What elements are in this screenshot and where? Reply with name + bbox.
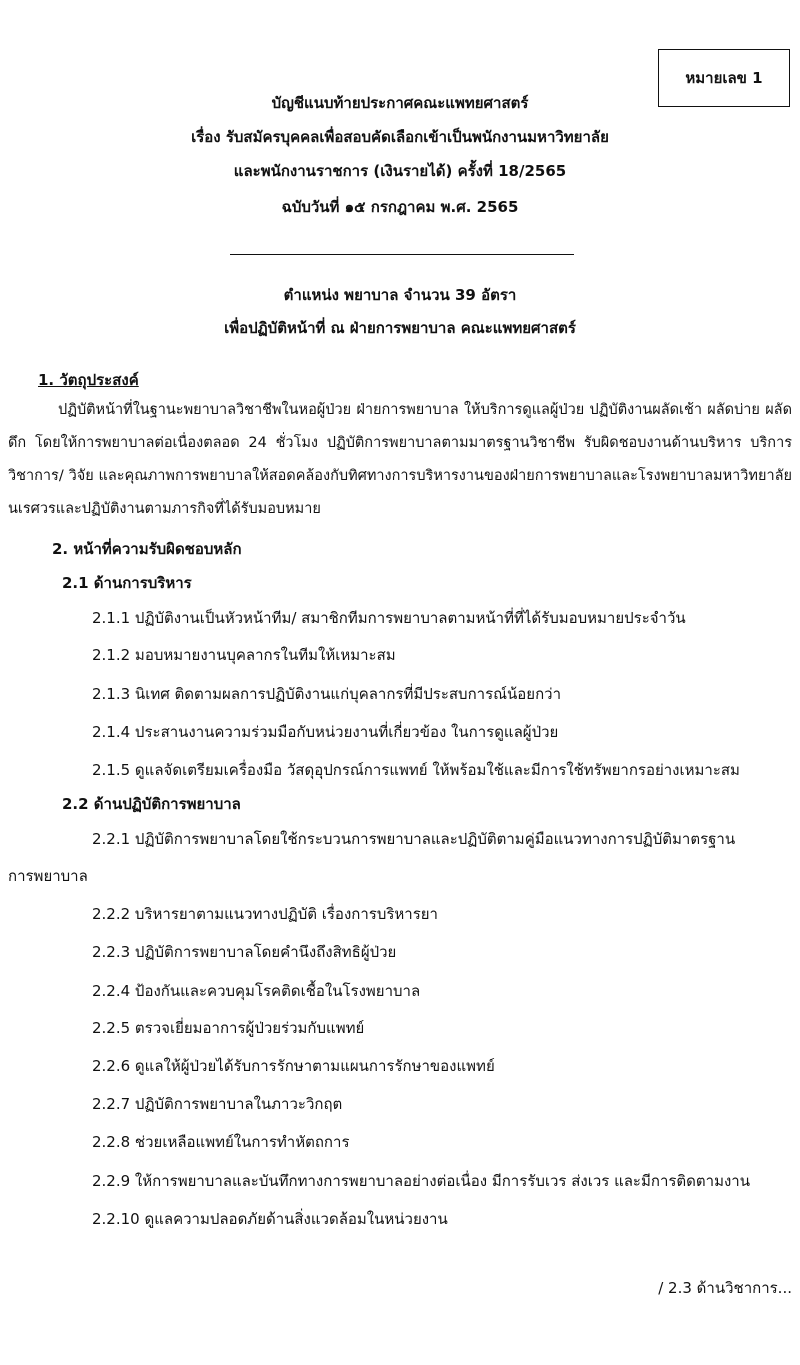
header-title: บัญชีแนบท้ายประกาศคณะแพทยศาสตร์ (271, 94, 529, 112)
subsection-2-2-heading: 2.2 ด้านปฏิบัติการพยาบาล (62, 795, 241, 813)
header-divider (230, 254, 574, 255)
list-item-2-2-1: 2.2.1 ปฏิบัติการพยาบาลโดยใช้กระบวนการพยาบาลและปฏิบัติตามคู่มือแนวทางการปฏิบัติมาตรฐาน (92, 830, 736, 848)
list-item-2-2-10: 2.2.10 ดูแลความปลอดภัยด้านสิ่งแวดล้อมในหน่วยงาน (92, 1210, 448, 1228)
list-item-2-1-4: 2.1.4 ประสานงานความร่วมมือกับหน่วยงานที่เกี่ยวข้อง ในการดูแลผู้ป่วย (92, 723, 559, 741)
list-item-2-2-3: 2.2.3 ปฏิบัติการพยาบาลโดยคำนึงถึงสิทธิผู้ป่วย (92, 943, 397, 961)
position-department: เพื่อปฏิบัติหน้าที่ ณ ฝ่ายการพยาบาล คณะแพทยศาสตร์ (224, 319, 576, 337)
position-title: ตำแหน่ง พยาบาล จำนวน 39 อัตรา (283, 286, 517, 304)
list-item-2-2-8: 2.2.8 ช่วยเหลือแพทย์ในการทำหัตถการ (92, 1133, 350, 1151)
section-1-heading: 1. วัตถุประสงค์ (38, 371, 139, 389)
header-subject: เรื่อง รับสมัครบุคคลเพื่อสอบคัดเลือกเข้าเป็นพนักงานมหาวิทยาลัย (191, 128, 609, 146)
section-2-heading: 2. หน้าที่ความรับผิดชอบหลัก (52, 540, 242, 558)
list-item-2-2-9: 2.2.9 ให้การพยาบาลและบันทึกทางการพยาบาลอย่างต่อเนื่อง มีการรับเวร ส่งเวร และมีการติดตามงาน (92, 1172, 750, 1190)
subsection-2-1-heading: 2.1 ด้านการบริหาร (62, 574, 192, 592)
list-item-2-1-1: 2.1.1 ปฏิบัติงานเป็นหัวหน้าทีม/ สมาชิกทีมการพยาบาลตามหน้าที่ที่ได้รับมอบหมายประจำวัน (92, 609, 686, 627)
continuation-note: / 2.3 ด้านวิชาการ... (658, 1279, 792, 1297)
list-item-2-1-3: 2.1.3 นิเทศ ติดตามผลการปฏิบัติงานแก่บุคลากรที่มีประสบการณ์น้อยกว่า (92, 685, 562, 703)
section-1-paragraph: ปฏิบัติหน้าที่ในฐานะพยาบาลวิชาชีพในหอผู้ป่วย ฝ่ายการพยาบาล ให้บริการดูแลผู้ป่วย ปฏิบัติงานผลัดเช้า ผลัดบ่าย ผลัดดึก โดยให้การพยาบาลต่อเนื่องตลอด 24 ชั่วโมง ปฏิบัติการพยาบาลตามมาตรฐานวิชาชีพ รับผิดชอบงานด้านบริหาร บริการ วิชาการ/ วิจัย และคุณภาพการพยาบาลให้สอดคล้องกับทิศทางการบริหารงานของฝ่ายการพยาบาลและโรงพยาบาลมหาวิทยาลัยนเรศวรและปฏิบัติงานตามภารกิจที่ได้รับมอบหมาย (8, 402, 792, 517)
list-item-2-2-6: 2.2.6 ดูแลให้ผู้ป่วยได้รับการรักษาตามแผนการรักษาของแพทย์ (92, 1057, 495, 1075)
header-date: ฉบับวันที่ ๑๕ กรกฎาคม พ.ศ. 2565 (281, 198, 519, 216)
annex-number-label: หมายเลข 1 (685, 69, 763, 87)
list-item-2-2-1-cont: การพยาบาล (8, 867, 88, 885)
list-item-2-1-5: 2.1.5 ดูแลจัดเตรียมเครื่องมือ วัสดุอุปกรณ์การแพทย์ ให้พร้อมใช้และมีการใช้ทรัพยากรอย่างเหมาะสม (92, 761, 740, 779)
list-item-2-2-7: 2.2.7 ปฏิบัติการพยาบาลในภาวะวิกฤต (92, 1095, 343, 1113)
list-item-2-2-5: 2.2.5 ตรวจเยี่ยมอาการผู้ป่วยร่วมกับแพทย์ (92, 1019, 365, 1037)
list-item-2-2-2: 2.2.2 บริหารยาตามแนวทางปฏิบัติ เรื่องการบริหารยา (92, 905, 438, 923)
list-item-2-2-4: 2.2.4 ป้องกันและควบคุมโรคติดเชื้อในโรงพยาบาล (92, 982, 421, 1000)
list-item-2-1-2: 2.1.2 มอบหมายงานบุคลากรในทีมให้เหมาะสม (92, 646, 396, 664)
header-subject-cont: และพนักงานราชการ (เงินรายได้) ครั้งที่ 18/2565 (233, 162, 567, 180)
